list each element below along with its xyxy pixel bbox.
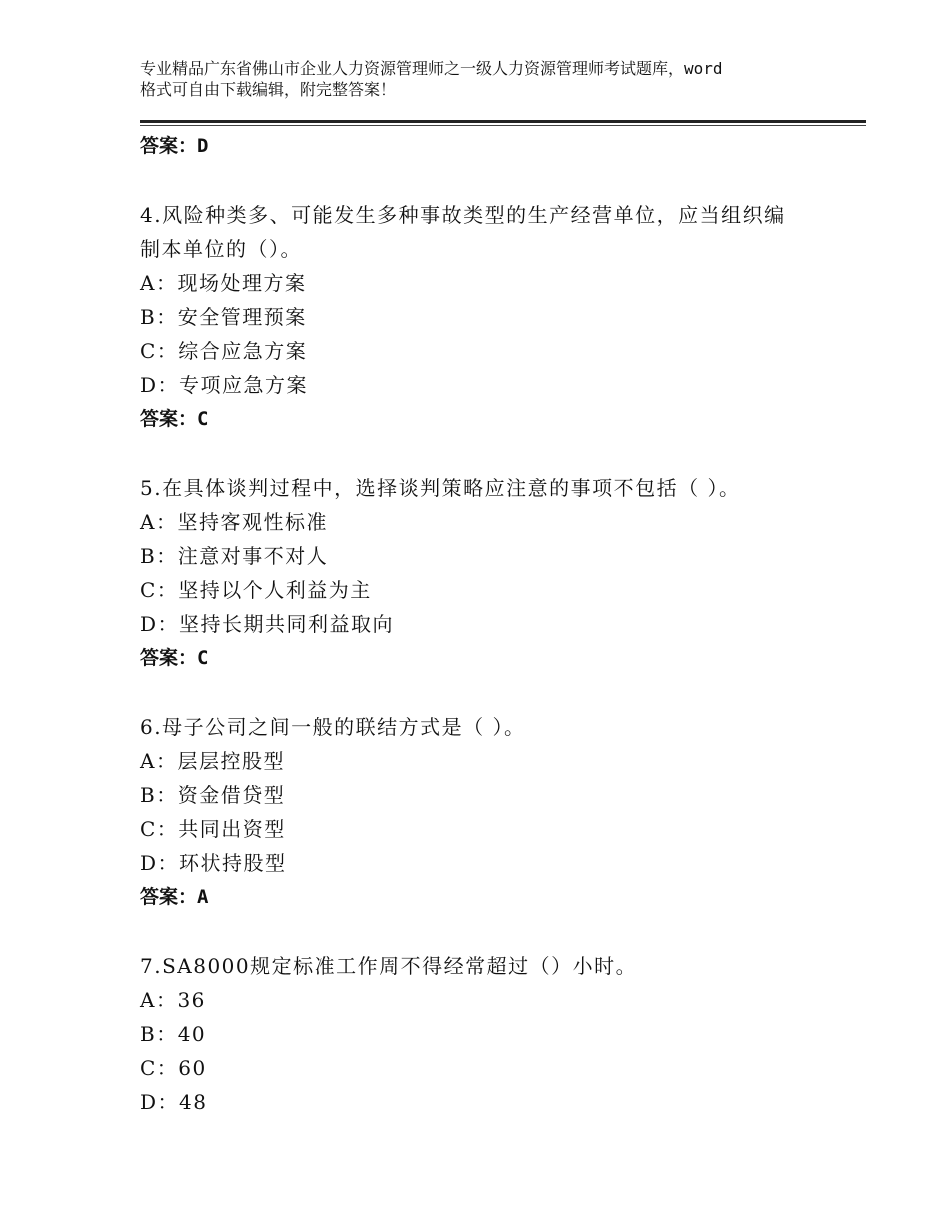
document-header	[140, 58, 840, 100]
header-title-line-2: 格式可自由下载编辑，附完整答案！	[140, 80, 397, 99]
question-4-text-line-1: 4.风险种类多、可能发生多种事故类型的生产经营单位，应当组织编	[140, 203, 786, 227]
question-7-text: 7.SA8000规定标准工作周不得经常超过（）小时。	[140, 954, 638, 978]
question-6-answer: 答案：A	[140, 886, 209, 908]
header-divider-thin	[140, 125, 866, 126]
question-7-option-a: A：36	[140, 988, 206, 1012]
question-7-option-c: C：60	[140, 1056, 207, 1080]
question-6-option-b: B：资金借贷型	[140, 783, 286, 807]
question-5-option-b: B：注意对事不对人	[140, 544, 329, 568]
question-6-option-d: D：环状持股型	[140, 851, 287, 875]
question-7-option-b: B：40	[140, 1022, 207, 1046]
question-4-option-c: C：综合应急方案	[140, 339, 308, 363]
question-6-option-a: A：层层控股型	[140, 749, 285, 773]
question-5-answer: 答案：C	[140, 647, 209, 669]
question-5-text: 5.在具体谈判过程中，选择谈判策略应注意的事项不包括（ ）。	[140, 476, 741, 500]
question-6-text: 6.母子公司之间一般的联结方式是（ ）。	[140, 715, 526, 739]
question-4-answer: 答案：C	[140, 408, 209, 430]
question-4-option-a: A：现场处理方案	[140, 271, 307, 295]
header-title-line-1: 专业精品广东省佛山市企业人力资源管理师之一级人力资源管理师考试题库，word	[140, 59, 723, 78]
header-divider-thick	[140, 120, 866, 123]
question-4-option-d: D：专项应急方案	[140, 373, 309, 397]
question-5-option-d: D：坚持长期共同利益取向	[140, 612, 395, 636]
question-7-option-d: D：48	[140, 1090, 208, 1114]
answer-prev: 答案：D	[140, 135, 209, 157]
question-5-option-c: C：坚持以个人利益为主	[140, 578, 372, 602]
question-4-text-line-2: 制本单位的（）。	[140, 237, 302, 261]
question-5-option-a: A：坚持客观性标准	[140, 510, 328, 534]
question-4-option-b: B：安全管理预案	[140, 305, 307, 329]
question-6-option-c: C：共同出资型	[140, 817, 286, 841]
